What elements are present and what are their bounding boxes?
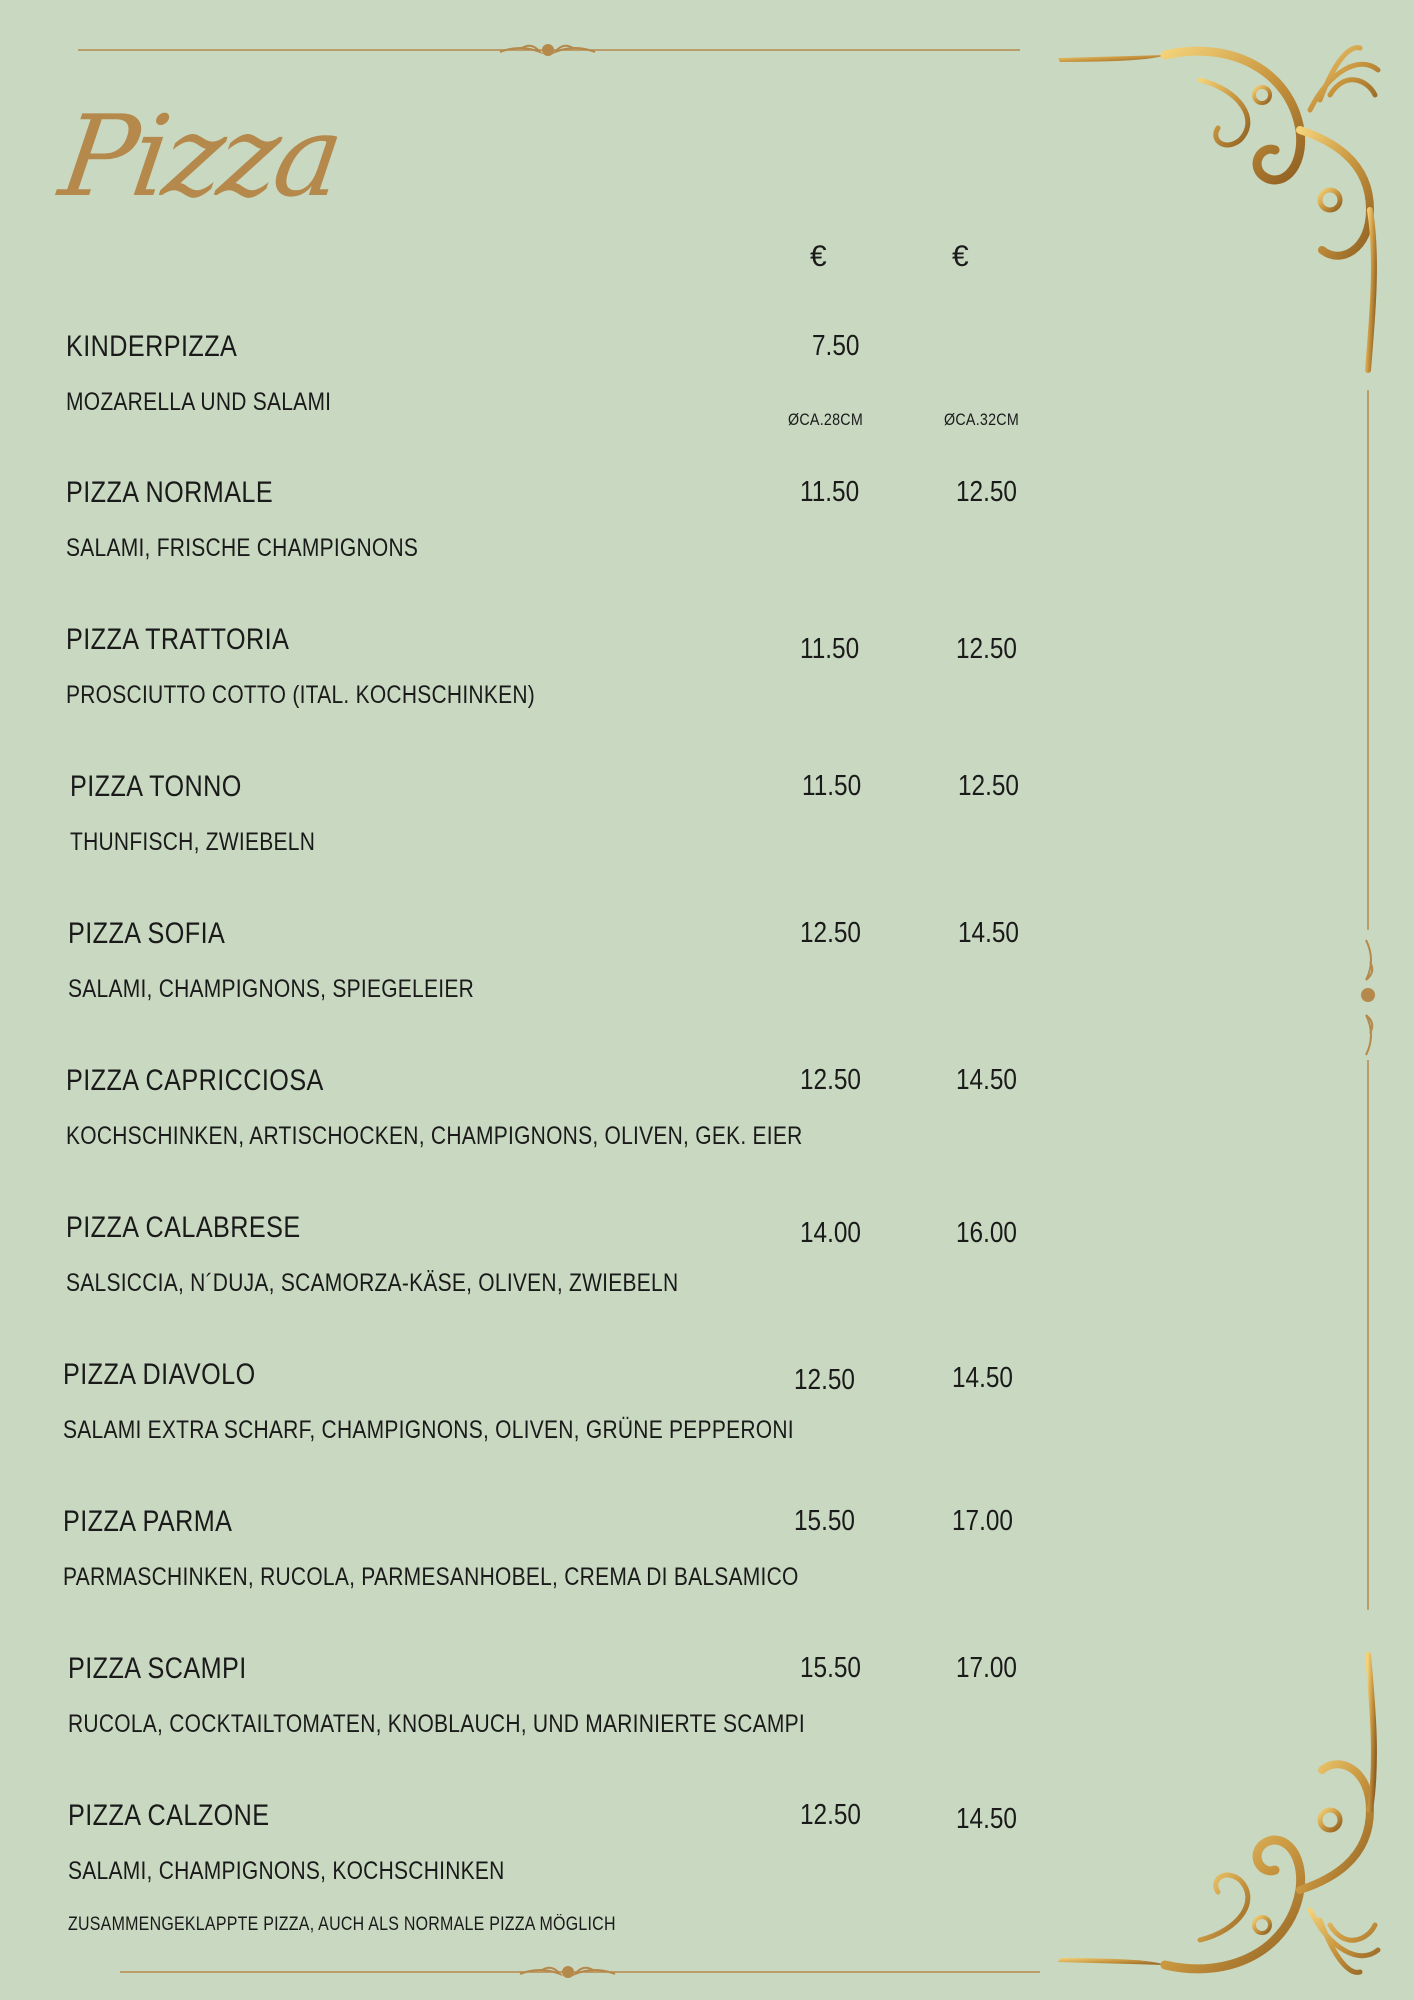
item-name: PIZZA TRATTORIA (66, 623, 290, 656)
item-description: SALSICCIA, N´DUJA, SCAMORZA-KÄSE, OLIVEN, ZWIEBELN (66, 1269, 679, 1297)
item-description: SALAMI, CHAMPIGNONS, SPIEGELEIER (68, 975, 475, 1003)
item-description: PROSCIUTTO COTTO (ITAL. KOCHSCHINKEN) (66, 681, 536, 709)
item-price-small: 15.50 (800, 1652, 861, 1684)
top-right-corner-flourish (1058, 48, 1378, 370)
item-description: SALAMI, CHAMPIGNONS, KOCHSCHINKEN (68, 1857, 505, 1885)
menu-item-tonno (0, 770, 1100, 900)
currency-symbol-large: € (952, 240, 969, 273)
item-description: RUCOLA, COCKTAILTOMATEN, KNOBLAUCH, UND MARINIERTE SCAMPI (68, 1710, 806, 1738)
menu-item-scampi (0, 1652, 1100, 1782)
item-price-large: 12.50 (958, 770, 1019, 802)
item-price-large: 12.50 (956, 476, 1017, 508)
menu-item-kinderpizza (0, 330, 1100, 460)
item-price-small: 12.50 (800, 1064, 861, 1096)
menu-item-normale (0, 476, 1100, 606)
item-name: PIZZA CAPRICCIOSA (66, 1064, 324, 1097)
item-name: PIZZA CALZONE (68, 1799, 270, 1832)
item-price-large: 17.00 (956, 1652, 1017, 1684)
menu-item-capricciosa (0, 1064, 1100, 1194)
item-price-large: 14.50 (956, 1803, 1017, 1835)
item-name: KINDERPIZZA (66, 330, 238, 363)
item-price-large: 17.00 (952, 1505, 1013, 1537)
side-scroll-ornament (1362, 940, 1374, 1055)
item-price-small: 11.50 (800, 476, 860, 508)
item-description: KOCHSCHINKEN, ARTISCHOCKEN, CHAMPIGNONS, OLIVEN, GEK. EIER (66, 1122, 803, 1150)
size-label-small: ØCA.28CM (788, 410, 864, 429)
item-price-small: 11.50 (800, 633, 860, 665)
item-price-large: 12.50 (956, 633, 1017, 665)
item-price-large: 14.50 (956, 1064, 1017, 1096)
item-price-small: 11.50 (802, 770, 862, 802)
menu-item-calzone (0, 1799, 1100, 1929)
item-description: SALAMI EXTRA SCHARF, CHAMPIGNONS, OLIVEN, GRÜNE PEPPERONI (63, 1416, 794, 1444)
menu-item-calabrese (0, 1211, 1100, 1341)
size-label-large: ØCA.32CM (944, 410, 1020, 429)
bottom-right-corner-flourish (1058, 1655, 1378, 1972)
item-price-small: 12.50 (800, 917, 861, 949)
bottom-scroll-ornament (520, 1967, 615, 1977)
item-price-small: 15.50 (794, 1505, 855, 1537)
menu-item-trattoria (0, 623, 1100, 753)
item-price-large: 16.00 (956, 1217, 1017, 1249)
item-price-large: 14.50 (958, 917, 1019, 949)
item-name: PIZZA NORMALE (66, 476, 274, 509)
item-description: SALAMI, FRISCHE CHAMPIGNONS (66, 534, 419, 562)
item-name: PIZZA PARMA (63, 1505, 233, 1538)
item-price-small: 12.50 (800, 1799, 861, 1831)
item-price-small: 14.00 (800, 1217, 861, 1249)
calzone-note: ZUSAMMENGEKLAPPTE PIZZA, AUCH ALS NORMALE PIZZA MÖGLICH (68, 1914, 616, 1935)
item-description: MOZARELLA UND SALAMI (66, 388, 332, 416)
item-name: PIZZA SCAMPI (68, 1652, 247, 1685)
menu-title: Pizza (52, 92, 348, 222)
item-description: PARMASCHINKEN, RUCOLA, PARMESANHOBEL, CREMA DI BALSAMICO (63, 1563, 799, 1591)
top-scroll-ornament (500, 45, 595, 55)
item-price-small: 7.50 (812, 330, 860, 362)
item-description: THUNFISCH, ZWIEBELN (70, 828, 316, 856)
item-name: PIZZA SOFIA (68, 917, 226, 950)
item-name: PIZZA DIAVOLO (63, 1358, 256, 1391)
currency-symbol-small: € (810, 240, 827, 273)
item-price-large: 14.50 (952, 1362, 1013, 1394)
item-price-small: 12.50 (794, 1364, 855, 1396)
item-name: PIZZA TONNO (70, 770, 242, 803)
menu-item-parma (0, 1505, 1100, 1635)
item-name: PIZZA CALABRESE (66, 1211, 301, 1244)
menu-item-diavolo (0, 1358, 1100, 1488)
menu-item-sofia (0, 917, 1100, 1047)
